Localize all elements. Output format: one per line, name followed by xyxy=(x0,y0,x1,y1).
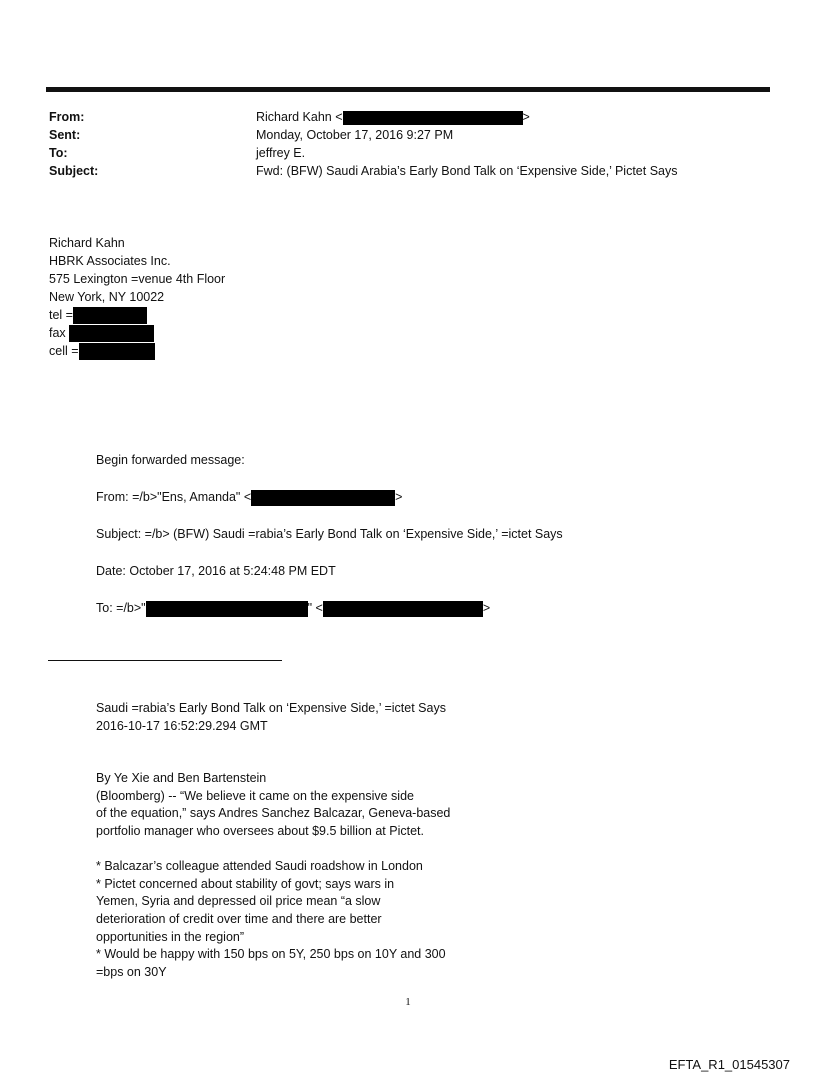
header-rule xyxy=(46,87,770,92)
fax-label: fax xyxy=(49,326,66,340)
subject-label: Subject: xyxy=(49,164,99,178)
sent-label: Sent: xyxy=(49,128,81,142)
signature-address-2: New York, NY 10022 xyxy=(49,290,165,304)
forward-to xyxy=(96,599,563,617)
separator-rule xyxy=(48,660,282,661)
subject-value: Fwd: (BFW) Saudi Arabia’s Early Bond Talk on ‘Expensive Side,’ Pictet Says xyxy=(256,164,678,178)
from-name: Richard Kahn < xyxy=(256,110,343,124)
redaction-box xyxy=(79,343,155,360)
redaction-box xyxy=(73,307,147,324)
redaction-box xyxy=(323,601,483,617)
article-bullet-line: * Pictet concerned about stability of govt; says wars in xyxy=(96,876,395,891)
redaction-box xyxy=(343,111,523,125)
forwarded-header xyxy=(96,451,563,636)
article-bullet-line: =bps on 30Y xyxy=(96,964,167,979)
article-timestamp: 2016-10-17 16:52:29.294 GMT xyxy=(96,718,268,733)
from-tail: > xyxy=(522,110,530,124)
to-row xyxy=(49,144,677,162)
article-bullet-line: deterioration of credit over time and there are better xyxy=(96,911,382,926)
forward-subject: Subject: =/b> (BFW) Saudi =rabia’s Early Bond Talk on ‘Expensive Side,’ =ictet Says xyxy=(96,527,563,541)
forward-intro: Begin forwarded message: xyxy=(96,453,245,467)
page-number: 1 xyxy=(405,996,411,1008)
from-row xyxy=(49,108,677,126)
sent-value: Monday, October 17, 2016 9:27 PM xyxy=(256,128,454,142)
forward-to-mid: " < xyxy=(307,601,323,615)
signature-company: HBRK Associates Inc. xyxy=(49,254,171,268)
forward-from-prefix: From: =/b>"Ens, Amanda" < xyxy=(96,490,252,504)
cell-label: cell = xyxy=(49,344,79,358)
article-bullet-line: Yemen, Syria and depressed oil price mean “a slow xyxy=(96,894,381,909)
signature-fax xyxy=(49,324,225,342)
to-label: To: xyxy=(49,146,68,160)
forward-from xyxy=(96,488,563,506)
article-body xyxy=(96,700,450,981)
tel-label: tel = xyxy=(49,308,73,322)
article-bullet-line: opportunities in the region” xyxy=(96,929,245,944)
subject-row xyxy=(49,162,677,180)
bates-number: EFTA_R1_01545307 xyxy=(668,1057,790,1072)
to-value: jeffrey E. xyxy=(256,146,306,160)
article-paragraph-line: of the equation,” says Andres Sanchez Balcazar, Geneva-based xyxy=(96,806,451,821)
signature-name: Richard Kahn xyxy=(49,236,125,250)
redaction-box xyxy=(69,325,154,342)
article-paragraph-line: portfolio manager who oversees about $9.5 billion at Pictet. xyxy=(96,823,424,838)
signature-address-1: 575 Lexington =venue 4th Floor xyxy=(49,272,226,286)
forward-to-tail: > xyxy=(482,601,491,615)
sent-row xyxy=(49,126,677,144)
article-byline: By Ye Xie and Ben Bartenstein xyxy=(96,771,267,786)
from-value xyxy=(256,108,530,126)
signature-block xyxy=(49,234,225,360)
redaction-box xyxy=(251,490,395,506)
article-bullet-line: * Would be happy with 150 bps on 5Y, 250 bps on 10Y and 300 xyxy=(96,947,446,962)
forward-from-tail: > xyxy=(395,490,403,504)
article-bullet-line: * Balcazar’s colleague attended Saudi roadshow in London xyxy=(96,859,423,874)
signature-cell xyxy=(49,342,225,360)
email-header xyxy=(49,108,677,180)
article-headline: Saudi =rabia’s Early Bond Talk on ‘Expensive Side,’ =ictet Says xyxy=(96,701,446,715)
forward-to-prefix: To: =/b>" xyxy=(96,601,146,615)
signature-tel xyxy=(49,306,225,324)
article-paragraph-line: (Bloomberg) -- “We believe it came on the expensive side xyxy=(96,788,414,803)
from-label: From: xyxy=(49,110,85,124)
redaction-box xyxy=(146,601,308,617)
forward-date: Date: October 17, 2016 at 5:24:48 PM EDT xyxy=(96,564,336,578)
